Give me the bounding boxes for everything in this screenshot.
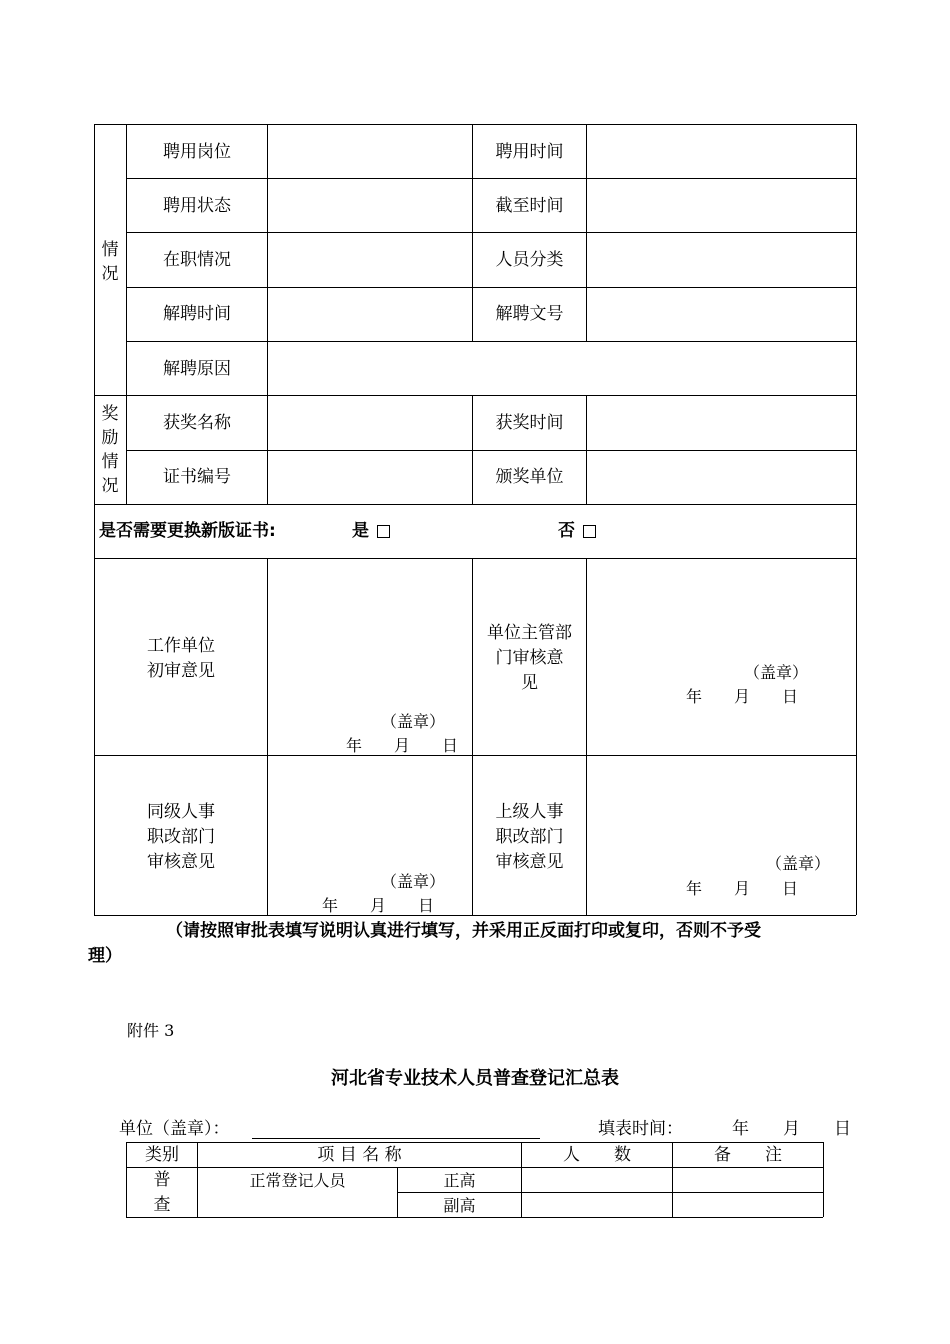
renew-question: 是否需要更换新版证书:: [99, 521, 276, 541]
sub-row-associate-senior: 副高: [443, 1196, 476, 1215]
awards-section-label: 奖励情况: [101, 404, 119, 496]
yes-checkbox[interactable]: [377, 525, 390, 538]
category-survey: 普 查: [153, 1170, 171, 1215]
end-time-label: 截至时间: [495, 196, 564, 216]
unit-fill-line[interactable]: [252, 1138, 540, 1139]
dismissal-reason-label: 解聘原因: [163, 359, 231, 379]
hire-status-label: 聘用状态: [163, 196, 231, 216]
same-level-date: 年 月 日: [322, 896, 435, 915]
on-duty-status-label: 在职情况: [163, 250, 231, 270]
cert-no-label: 证书编号: [163, 467, 231, 487]
dismissal-doc-no-label: 解聘文号: [495, 304, 564, 324]
attachment-title: 河北省专业技术人员普查登记汇总表: [331, 1068, 619, 1089]
dept-review-label: 单位主管部 门审核意 见: [487, 623, 572, 693]
renew-yes-option[interactable]: 是: [352, 519, 390, 544]
upper-level-seal: （盖章）: [766, 854, 831, 873]
header-count: 人 数: [563, 1145, 631, 1165]
unit-seal-label: 单位（盖章）：: [119, 1119, 230, 1139]
attachment-label: 附件 3: [127, 1021, 175, 1040]
upper-level-review-label: 上级人事 职改部门 审核意见: [495, 802, 564, 872]
same-level-review-label: 同级人事 职改部门 审核意见: [147, 802, 215, 872]
issuer-label: 颁奖单位: [495, 467, 564, 487]
hire-position-label: 聘用岗位: [163, 142, 231, 162]
fill-time-date: 年 月 日: [732, 1119, 851, 1139]
same-level-seal: （盖章）: [381, 872, 446, 891]
unit-initial-review-label: 工作单位 初审意见: [147, 636, 215, 681]
header-category: 类别: [145, 1145, 179, 1165]
dismissal-time-label: 解聘时间: [163, 304, 231, 324]
instruction-note-continued: 理）: [88, 946, 122, 966]
upper-level-date: 年 月 日: [686, 879, 799, 898]
unit-initial-seal: （盖章）: [381, 712, 446, 731]
hire-time-label: 聘用时间: [495, 142, 564, 162]
employment-section-label: 情况: [101, 240, 119, 284]
header-remarks: 备 注: [714, 1145, 782, 1165]
sub-row-senior: 正高: [443, 1171, 476, 1190]
unit-initial-date: 年 月 日: [346, 736, 459, 755]
prize-time-label: 获奖时间: [495, 413, 564, 433]
fill-time-label: 填表时间：: [598, 1119, 683, 1139]
dept-review-date: 年 月 日: [686, 687, 799, 706]
no-checkbox[interactable]: [583, 525, 596, 538]
dept-review-seal: （盖章）: [744, 663, 809, 682]
prize-name-label: 获奖名称: [163, 413, 231, 433]
group-normal-registration: 正常登记人员: [249, 1171, 346, 1190]
instruction-note: （请按照审批表填写说明认真进行填写，并采用正反面打印或复印，否则不予受: [166, 921, 761, 941]
header-item-name: 项 目 名 称: [317, 1145, 402, 1165]
staff-category-label: 人员分类: [495, 250, 564, 270]
renew-no-option[interactable]: 否: [558, 519, 596, 544]
